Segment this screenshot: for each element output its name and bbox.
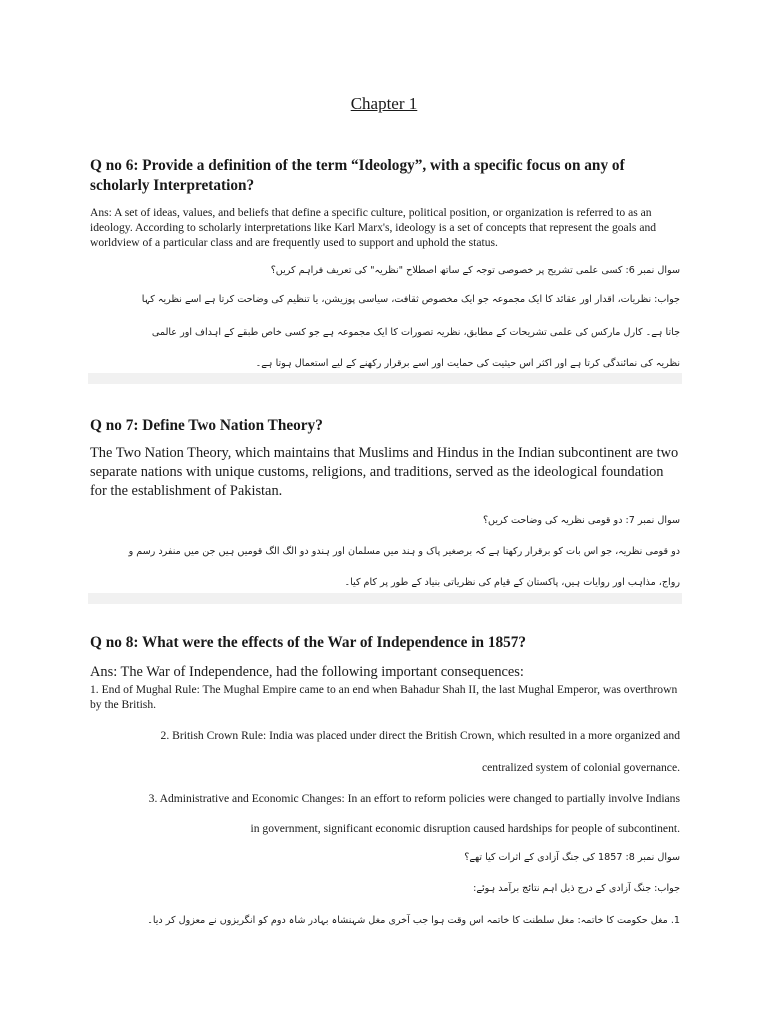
question-6-urdu-answer-line: جاتا ہے۔ کارل مارکس کی علمی تشریحات کے مطابق، نظریہ تصورات کا ایک مجموعہ ہے جو کسی خاص طبقے کے اہداف اور عالمی — [151, 327, 680, 338]
question-8-urdu-point-1: 1. مغل حکومت کا خاتمہ: مغل سلطنت کا خاتمہ اس وقت ہوا جب آخری مغل شہنشاہ بہادر شاہ دوم کو انگریزوں نے معزول کر دیا۔ — [147, 915, 680, 926]
question-6-heading: Q no 6: Provide a definition of the term “Ideology”, with a specific focus on any of scholarly Interpretation? — [90, 157, 625, 194]
question-8-urdu-question: سوال نمبر 8: 1857 کی جنگ آزادی کے اثرات کیا تھے؟ — [464, 852, 680, 863]
question-6-urdu-answer-line: جواب: نظریات، اقدار اور عقائد کا ایک مجموعہ جو ایک مخصوص ثقافت، سیاسی پوزیشن، یا تنظیم کی وضاحت کرتا ہے اسے نظریہ کہا — [141, 294, 680, 305]
question-7-heading: Q no 7: Define Two Nation Theory? — [90, 417, 323, 434]
question-8-point-3-line: 3. Administrative and Economic Changes: In an effort to reform policies were changed to partially involve Indians — [148, 792, 680, 805]
question-6-answer: Ans: A set of ideas, values, and beliefs that define a specific culture, political position, or organization is referred to as an ideology. According to scholarly interpretations like Karl Marx's, ideology is a set of concepts that represent the goals and worldview of a particular class and are frequently used to support and uphold the status. — [90, 206, 657, 249]
question-7-urdu-answer-line: دو قومی نظریہ، جو اس بات کو برقرار رکھتا ہے کہ برصغیر پاک و ہند میں مسلمان اور ہندو دو الگ الگ قومیں ہیں جن میں منفرد رسم و — [128, 546, 680, 557]
chapter-title: Chapter 1 — [350, 94, 418, 113]
question-6-urdu-question: سوال نمبر 6: کسی علمی تشریح پر خصوصی توجہ کے ساتھ اصطلاح "نظریہ" کی تعریف فراہم کریں؟ — [270, 265, 680, 276]
question-8-point-1: 1. End of Mughal Rule: The Mughal Empire came to an end when Bahadur Shah II, the last Mughal Emperor, was overthrown by the British. — [90, 683, 678, 711]
question-8-point-2-line: 2. British Crown Rule: India was placed under direct the British Crown, which resulted in a more organized and — [160, 729, 680, 742]
question-8-answer-intro: Ans: The War of Independence, had the following important consequences: — [90, 664, 524, 680]
question-7-urdu-question: سوال نمبر 7: دو قومی نظریہ کی وضاحت کریں؟ — [482, 515, 680, 526]
question-6-urdu-answer-line: نظریہ کی نمائندگی کرتا ہے اور اکثر اس حیثیت کی حمایت اور اسے برقرار رکھنے کے لیے استعمال ہوتا ہے۔ — [255, 358, 680, 369]
section-divider — [88, 373, 682, 384]
question-8-point-3-line: in government, significant economic disruption caused hardships for people of subcontinent. — [250, 822, 680, 835]
question-8-urdu-answer-intro: جواب: جنگ آزادی کے درج ذیل اہم نتائج برآمد ہوئے: — [473, 883, 680, 894]
question-8-point-2-line: centralized system of colonial governance. — [482, 761, 680, 774]
question-7-urdu-answer-line: رواج، مذاہب اور روایات ہیں، پاکستان کے قیام کی نظریاتی بنیاد کے طور پر کام کیا۔ — [344, 577, 680, 588]
section-divider — [88, 593, 682, 604]
question-7-answer: The Two Nation Theory, which maintains that Muslims and Hindus in the Indian subcontinent are two separate nations with unique customs, religions, and traditions, served as the ideological foundation for the establishment of Pakistan. — [90, 445, 679, 499]
question-8-heading: Q no 8: What were the effects of the War of Independence in 1857? — [90, 634, 527, 651]
